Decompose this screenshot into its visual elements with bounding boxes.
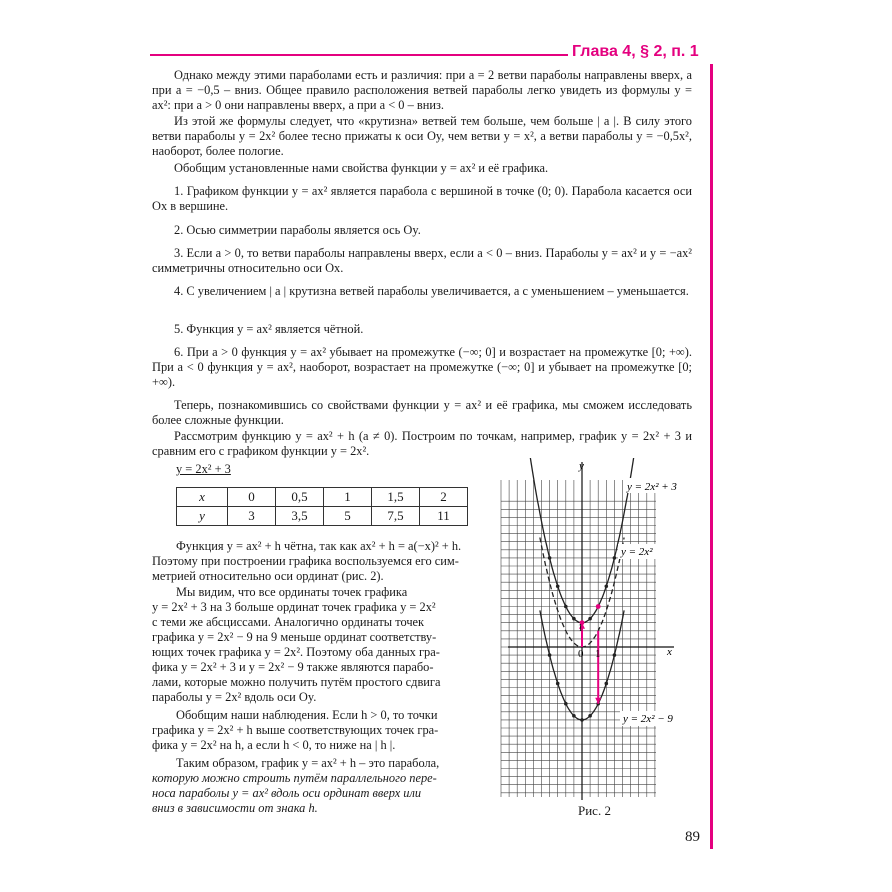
page-number: 89 <box>685 829 700 845</box>
text-line: которую можно строить путём параллельного пере- <box>152 771 437 785</box>
curve-point <box>572 714 576 718</box>
curve-label-mid: y = 2x² <box>621 546 653 558</box>
text-line: Поэтому при построении графика воспользуемся его сим- <box>152 554 459 568</box>
text-line: графика y = 2x² + h выше соответствующих точек гра- <box>152 723 439 737</box>
curve-point <box>556 682 560 686</box>
table-title: y = 2x² + 3 <box>176 462 231 476</box>
curve-point <box>580 718 584 722</box>
table-cell: 0,5 <box>276 488 324 507</box>
table-row <box>177 488 468 507</box>
figure-caption: Рис. 2 <box>578 803 611 818</box>
header-rule <box>150 54 568 56</box>
curve-point <box>556 584 560 588</box>
table-cell: 11 <box>420 507 468 526</box>
grid <box>501 462 674 800</box>
curve-point <box>613 556 617 560</box>
table-cell: 3 <box>228 507 276 526</box>
curve-point <box>613 653 617 657</box>
curve-point <box>564 702 568 706</box>
text-line: параболы y = 2x² вдоль оси Oy. <box>152 690 317 704</box>
table-cell: x <box>177 488 228 507</box>
unit-x-label: 1 <box>595 648 601 660</box>
curve-point <box>548 653 552 657</box>
table-cell: 0 <box>228 488 276 507</box>
text-line: вниз в зависимости от знака h. <box>152 801 318 815</box>
text-line: Функция y = ax² + h чётна, так как ax² + h = a(−x)² + h. <box>176 539 462 553</box>
curve-point <box>605 584 609 588</box>
curve-point <box>564 605 568 609</box>
shifted-point <box>596 604 601 609</box>
curve-point <box>572 617 576 621</box>
property-1: 1. Графиком функции y = ax² является парабола с вершиной в точке (0; 0). Парабола касается оси Ox в вершине. <box>152 184 692 213</box>
property-4: 4. С увеличением | a | крутизна ветвей параболы увеличивается, а с уменьшением – уменьшается. <box>174 284 689 298</box>
table-cell: 3,5 <box>276 507 324 526</box>
text-line: y = 2x² + 3 на 3 больше ординат точек графика y = 2x² <box>152 600 436 614</box>
table-cell: 2 <box>420 488 468 507</box>
curve-point <box>548 556 552 560</box>
table-cell: 5 <box>324 507 372 526</box>
x-axis-label: x <box>667 646 672 658</box>
paragraph-transition: Теперь, познакомившись со свойствами функции y = ax² и её графика, мы сможем исследовать более сложные функции. <box>152 398 692 427</box>
property-5: 5. Функция y = ax² является чётной. <box>174 322 364 336</box>
parabolas-figure <box>500 458 710 803</box>
curve-label-bottom: y = 2x² − 9 <box>623 713 673 725</box>
chapter-heading: Глава 4, § 2, п. 1 <box>572 43 699 60</box>
text-line: ющих точек графика y = 2x². Поэтому оба данных гра- <box>152 645 440 659</box>
paragraph-consider: Рассмотрим функцию y = ax² + h (a ≠ 0). Построим по точкам, например, график y = 2x² + 3 и сравним его с графиком функции y = 2x². <box>152 429 692 458</box>
table-cell: y <box>177 507 228 526</box>
text-line: носа параболы y = ax² вдоль оси ординат вверх или <box>152 786 422 800</box>
curve-point <box>588 617 592 621</box>
values-table <box>176 487 468 526</box>
text-line: Обобщим наши наблюдения. Если h > 0, то точки <box>176 708 438 722</box>
property-2: 2. Осью симметрии параболы является ось Oy. <box>174 223 421 237</box>
y-axis-label: y <box>579 460 584 472</box>
text-line: с теми же абсциссами. Аналогично ординаты точек <box>152 615 425 629</box>
table-cell: 1 <box>324 488 372 507</box>
origin-label: 0 <box>578 648 584 660</box>
text-line: лами, которые можно получить путём простого сдвига <box>152 675 441 689</box>
property-3: 3. Если a > 0, то ветви параболы направлены вверх, если a < 0 – вниз. Параболы y = ax² и y = −ax² симметричны относительно оси Ox. <box>152 246 692 275</box>
table-row <box>177 507 468 526</box>
paragraph-summary-intro: Обобщим установленные нами свойства функции y = ax² и её графика. <box>174 161 549 175</box>
curve-point <box>588 714 592 718</box>
curve-point <box>605 682 609 686</box>
table-cell: 7,5 <box>372 507 420 526</box>
text-line: фика y = 2x² на h, а если h < 0, то ниже на | h |. <box>152 738 396 752</box>
margin-rule <box>710 64 713 849</box>
paragraph-steepness: Из этой же формулы следует, что «крутизна» ветвей тем больше, чем больше | a |. В силу этого ветви параболы y = 2x² более тесно прижаты к оси Oy, чем ветви y = x², а ветви параболы y = −0,5x², наоборот, более пологие. <box>152 114 692 158</box>
text-line: метрией относительно оси ординат (рис. 2). <box>152 569 384 583</box>
text-line: графика y = 2x² − 9 на 9 меньше ординат соответству- <box>152 630 437 644</box>
text-line: Таким образом, график y = ax² + h – это парабола, <box>176 756 440 770</box>
text-line: фика y = 2x² + 3 и y = 2x² − 9 также являются парабо- <box>152 660 434 674</box>
property-6: 6. При a > 0 функция y = ax² убывает на промежутке (−∞; 0] и возрастает на промежутке [0; +∞). При a < 0 функция y = ax², наоборот, возрастает на промежутке (−∞; 0] и убывает на промежутке [0; +∞). <box>152 345 692 389</box>
unit-y-label: 1 <box>578 623 583 634</box>
text-line: Мы видим, что все ординаты точек графика <box>176 585 408 599</box>
table-cell: 1,5 <box>372 488 420 507</box>
curve-label-top: y = 2x² + 3 <box>627 481 677 493</box>
paragraph-differences: Однако между этими параболами есть и различия: при a = 2 ветви параболы направлены вверх, а при a = −0,5 – вниз. Общее правило расположения ветвей параболы легко увидеть из формулы y = ax²: при a > 0 они направлены вверх, а при a < 0 – вниз. <box>152 68 692 112</box>
